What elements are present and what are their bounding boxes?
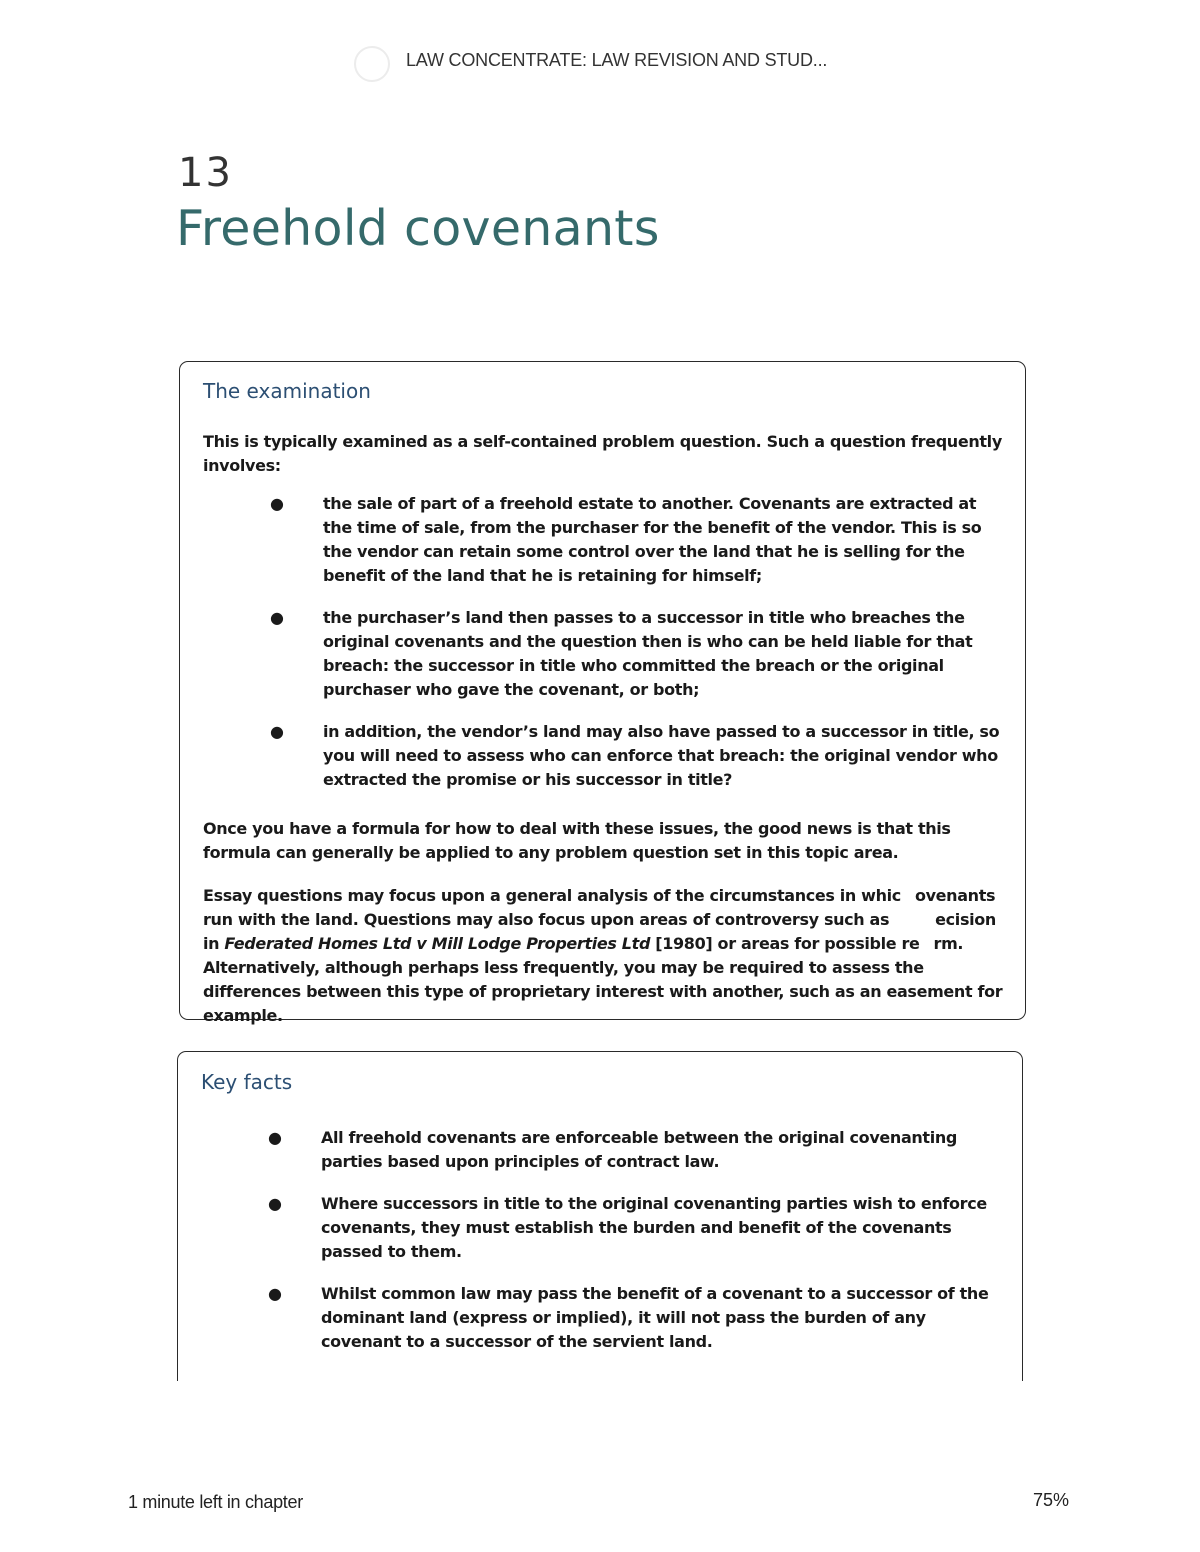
list-item-text: Whilst common law may pass the benefit of a covenant to a successor of the dominant land (express or implied), it will not pass the burden of any covenant to a successor of the servient land.	[321, 1284, 989, 1351]
list-item-text: All freehold covenants are enforceable between the original covenanting parties based upon principles of contract law.	[321, 1128, 958, 1171]
reading-progress: 75%	[1033, 1490, 1070, 1510]
bullet-icon: ●	[268, 1194, 282, 1213]
list-item-text: Where successors in title to the original covenanting parties wish to enforce covenants, they must establish the burden and benefit of the covenants passed to them.	[321, 1194, 987, 1261]
loading-spinner-icon	[354, 46, 390, 82]
essay-paragraph	[203, 884, 1003, 1028]
essay-text-fragment: ecision in	[203, 910, 996, 953]
list-item-text: in addition, the vendor’s land may also have passed to a successor in title, so you will need to assess who can enforce that breach: the original vendor who extracted the promise or his successor in title?	[323, 722, 1000, 789]
bullet-icon: ●	[270, 494, 284, 513]
case-name: Federated Homes Ltd v Mill Lodge Properties Ltd	[224, 934, 651, 953]
bullet-icon: ●	[268, 1128, 282, 1147]
bullet-icon: ●	[270, 608, 284, 627]
bullet-icon: ●	[268, 1284, 282, 1303]
formula-paragraph: Once you have a formula for how to deal with these issues, the good news is that this formula can generally be applied to any problem question set in this topic area.	[203, 819, 951, 862]
chapter-number: 13	[178, 150, 233, 196]
examination-box	[179, 361, 1026, 1025]
examination-heading: The examination	[203, 379, 371, 403]
chapter-title: Freehold covenants	[176, 200, 660, 257]
reader-header	[0, 44, 1200, 80]
list-item-text: the purchaser’s land then passes to a successor in title who breaches the original covenants and the question then is who can be held liable for that breach: the successor in title who committed the breach or the original purchaser who gave the covenant, or both;	[323, 608, 973, 699]
essay-text-start: Essay questions may focus upon a general analysis of the circumstances in whic	[203, 886, 901, 905]
list-item-text: the sale of part of a freehold estate to another. Covenants are extracted at the time of sale, from the purchaser for the benefit of the vendor. This is so the vendor can retain some control over the land that he is selling for the benefit of the land that he is retaining for himself;	[323, 494, 982, 585]
essay-text-fragment: ovenants run with the land. Questions may also focus upon areas of controversy such as	[203, 886, 996, 929]
time-left-label: 1 minute left in chapter	[128, 1492, 303, 1512]
examination-intro: This is typically examined as a self-contained problem question. Such a question frequently involves:	[203, 432, 1002, 475]
key-facts-heading: Key facts	[201, 1070, 293, 1094]
bullet-icon: ●	[270, 722, 284, 741]
key-facts-box	[177, 1051, 1023, 1381]
essay-text-fragment: [1980] or areas for possible re	[655, 934, 920, 953]
book-title[interactable]: LAW CONCENTRATE: LAW REVISION AND STUD...	[406, 50, 828, 70]
essay-text-end: rm. Alternatively, although perhaps less frequently, you may be required to assess the differences between this type of proprietary interest with another, such as an easement for example.	[203, 934, 1003, 1025]
